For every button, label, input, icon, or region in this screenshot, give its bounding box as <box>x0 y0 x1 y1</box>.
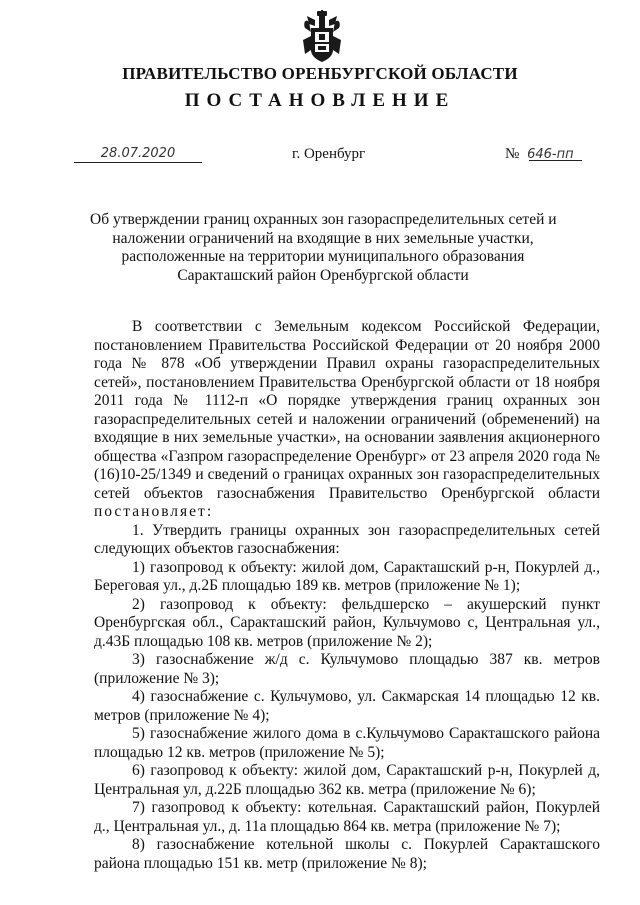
body-paragraph: 3) газоснабжение ж/д с. Кульчумово площадью 387 кв. метров (приложение № 3); <box>94 651 600 687</box>
number-label: № <box>505 146 520 162</box>
subject-line: расположенные на территории муниципального образования <box>121 248 525 265</box>
subject-line: Об утверждении границ охранных зон газораспределительных сетей и <box>90 211 557 228</box>
government-name: ПРАВИТЕЛЬСТВО ОРЕНБУРГСКОЙ ОБЛАСТИ <box>122 64 518 83</box>
body-paragraph: 6) газопровод к объекту: жилой дом, Саракташский р-н, Покурлей д, Центральная ул, д.22Б площадью 362 кв. метра (приложение № 6); <box>94 762 600 798</box>
body-paragraph: 2) газопровод к объекту: фельдшерско – акушерский пункт Оренбургская обл., Саракташский район, Кульчумово с, Центральная ул., д.43Б площадью 108 кв. метров (приложение № 2); <box>94 595 600 650</box>
body-paragraph: 1) газопровод к объекту: жилой дом, Саракташский р-н, Покурлей д., Береговая ул., д.2Б площадью 189 кв. метров (приложение № 1); <box>94 558 600 594</box>
document-type: ПОСТАНОВЛЕНИЕ <box>184 90 456 111</box>
number-value: 646-пп <box>527 147 574 162</box>
number-underline <box>529 160 582 161</box>
meta-row <box>0 146 640 168</box>
body-paragraph: 7) газопровод к объекту: котельная. Саракташский район, Покурлей д., Центральная ул., д. 11а площадью 864 кв. метра (приложение № 7); <box>94 799 600 835</box>
document-number <box>505 146 574 163</box>
body-paragraph: 5) газоснабжение жилого дома в с.Кульчумово Саракташского района площадью 12 кв. метров (приложение № 5); <box>94 725 600 761</box>
subject-line: Саракташский район Оренбургской области <box>177 266 469 284</box>
preamble-text: В соответствии с Земельным кодексом Российской Федерации, постановлением Правительства Российской Федерации от 20 ноября 2000 года № 878 «Об утверждении Правил охраны газораспределительных сетей», постановлением Правительства Оренбургской области от 18 ноября 2011 года № 1112-п «О порядке утверждения границ охранных зон газораспределительных сетей и наложении ограничений (обременений) на входящие в них земельные участки», на основании заявления акционерного общества «Газпром газораспределение Оренбург» от 23 апреля 2020 года № (16)10-25/1349 и сведений о границах охранных зон газораспределительных сетей объектов газоснабжения Правительство Оренбургской области <box>94 318 600 502</box>
coat-of-arms-emblem <box>301 10 343 64</box>
body-paragraph: 4) газоснабжение с. Кульчумово, ул. Сакмарская 14 площадью 12 кв. метров (приложение № 4); <box>94 688 600 724</box>
document-date: 28.07.2020 <box>74 146 202 163</box>
subject-line: наложении ограничений на входящие в них земельные участки, <box>112 229 534 247</box>
document-subject <box>90 211 556 285</box>
document-city: г. Оренбург <box>292 146 366 162</box>
document-body <box>94 318 600 873</box>
decree-word: постановляет: <box>94 503 214 520</box>
body-paragraph: 1. Утвердить границы охранных зон газораспределительных сетей следующих объектов газоснабжения: <box>94 521 600 557</box>
body-paragraph: 8) газоснабжение котельной школы с. Покурлей Саракташского района площадью 151 кв. метр (приложение № 8); <box>94 836 600 872</box>
preamble-paragraph <box>94 318 600 522</box>
